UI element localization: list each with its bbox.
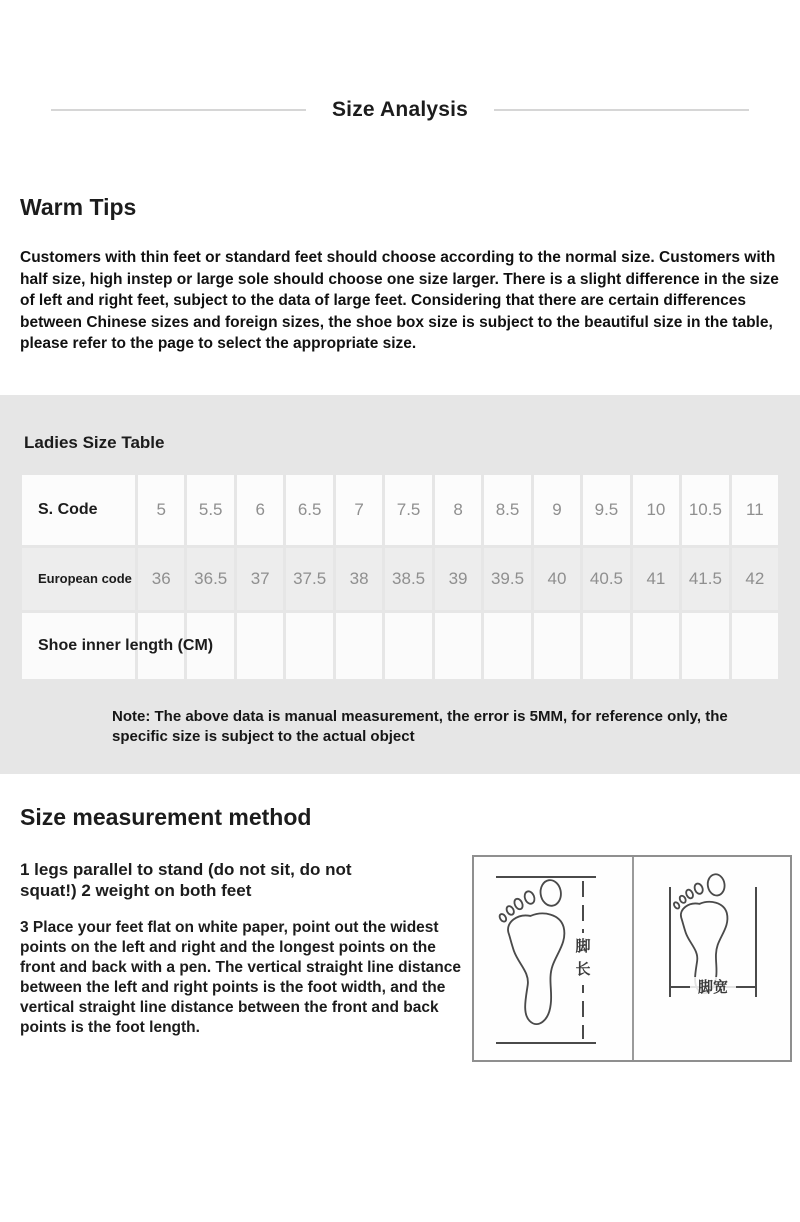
measurement-steps xyxy=(20,859,472,1062)
size-cell xyxy=(286,613,332,679)
table-row xyxy=(22,613,778,679)
size-cell: 39 xyxy=(435,548,481,610)
size-cell xyxy=(385,613,431,679)
table-row xyxy=(22,548,778,610)
size-cell: 41.5 xyxy=(682,548,728,610)
row-label: Shoe inner length (CM) xyxy=(22,613,135,679)
measurement-section xyxy=(0,804,800,1062)
size-cell: 11 xyxy=(732,475,778,545)
size-cell: 5.5 xyxy=(187,475,233,545)
title-divider-left xyxy=(51,109,306,111)
foot-measure-diagram xyxy=(472,855,792,1062)
size-table-heading: Ladies Size Table xyxy=(24,432,165,452)
size-cell: 36.5 xyxy=(187,548,233,610)
row-label: S. Code xyxy=(22,475,135,545)
table-row xyxy=(22,475,778,545)
row-label: European code xyxy=(22,548,135,610)
foot-width-icon xyxy=(634,857,790,1060)
svg-text:长: 长 xyxy=(575,959,591,978)
svg-text:脚宽: 脚宽 xyxy=(697,977,729,996)
size-cell: 10 xyxy=(633,475,679,545)
measurement-step-1-2: 1 legs parallel to stand (do not sit, do not squat!) 2 weight on both feet xyxy=(20,859,352,900)
svg-text:脚: 脚 xyxy=(575,936,591,955)
size-cell: 10.5 xyxy=(682,475,728,545)
size-cell: 8.5 xyxy=(484,475,530,545)
size-cell: 6.5 xyxy=(286,475,332,545)
size-cell: 6 xyxy=(237,475,283,545)
size-cell: 40.5 xyxy=(583,548,629,610)
size-cell: 7.5 xyxy=(385,475,431,545)
size-cell: 36 xyxy=(138,548,184,610)
size-cell: 40 xyxy=(534,548,580,610)
size-cell xyxy=(484,613,530,679)
size-cell xyxy=(534,613,580,679)
foot-length-diagram xyxy=(474,857,632,1060)
size-cell: 38 xyxy=(336,548,382,610)
size-cell: 37.5 xyxy=(286,548,332,610)
foot-length-icon xyxy=(474,857,632,1060)
size-cell xyxy=(682,613,728,679)
measurement-step-3: 3 Place your feet flat on white paper, point out the widest points on the left and right and the longest points on the front and back with a pen. The vertical straight line distance between the left and right points is the foot width, and the vertical straight line distance between the front and back points is the foot length. xyxy=(20,918,461,1036)
size-cell xyxy=(633,613,679,679)
size-cell: 9 xyxy=(534,475,580,545)
size-cell: 39.5 xyxy=(484,548,530,610)
title-divider-right xyxy=(494,109,749,111)
size-cell: 41 xyxy=(633,548,679,610)
measurement-heading: Size measurement method xyxy=(20,803,312,830)
size-cell: 7 xyxy=(336,475,382,545)
warm-tips-body: Customers with thin feet or standard feet should choose according to the normal size. Customers with half size, high instep or large sole should choose one size larger. There is a slight difference in the size of left and right feet, subject to the data of large feet. Considering that there are certain differences between Chinese sizes and foreign sizes, the shoe box size is subject to the beautiful size in the table, please refer to the page to select the appropriate size. xyxy=(20,249,779,352)
size-cell xyxy=(336,613,382,679)
warm-tips-section xyxy=(0,194,800,355)
size-cell: 9.5 xyxy=(583,475,629,545)
size-table-note: Note: The above data is manual measurement, the error is 5MM, for reference only, the specific size is subject to the actual object xyxy=(112,707,728,745)
size-cell xyxy=(732,613,778,679)
size-table-section xyxy=(0,395,800,774)
size-cell xyxy=(583,613,629,679)
size-cell xyxy=(435,613,481,679)
section-title-bar xyxy=(0,98,800,122)
warm-tips-heading: Warm Tips xyxy=(20,194,137,220)
size-cell: 38.5 xyxy=(385,548,431,610)
size-cell xyxy=(237,613,283,679)
size-cell: 37 xyxy=(237,548,283,610)
page-title: Size Analysis xyxy=(331,98,469,121)
foot-width-diagram xyxy=(632,857,790,1060)
size-cell: 42 xyxy=(732,548,778,610)
ladies-size-table xyxy=(22,475,778,679)
size-cell: 5 xyxy=(138,475,184,545)
size-cell: 8 xyxy=(435,475,481,545)
